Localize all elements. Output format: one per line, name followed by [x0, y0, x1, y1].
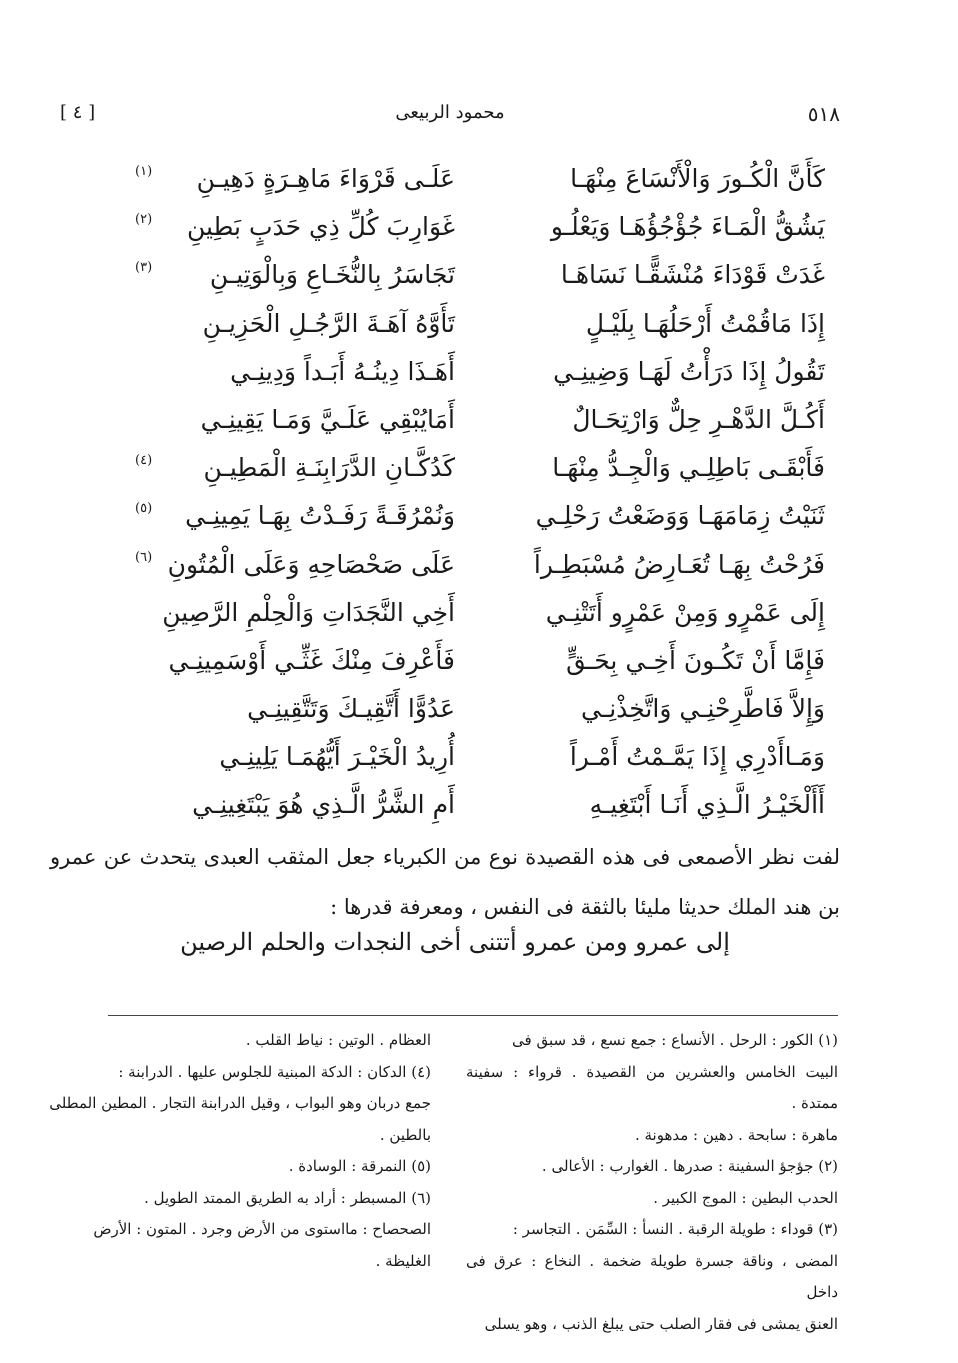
verse-first-hemistich: فَأَبْقَـى بَاطِلِـي وَالْجِـدُّ مِنْهَـا	[552, 453, 825, 483]
footnote-marker: (٦)	[135, 549, 153, 565]
footnote-divider	[108, 1015, 838, 1016]
footnote-line: الغليظة .	[375, 1251, 431, 1270]
footnote-line: (٣) قوداء : طويلة الرقبة . النسأ : السِّمَن . التجاسر :	[512, 1220, 838, 1238]
verse-second-hemistich: أَمَايُبْقِي عَلَـيَّ وَمَـا يَقِينِـي	[200, 404, 455, 434]
footnote-line: الصحصاح : مااستوى من الأرض وجرد . المتون : الأرض	[93, 1220, 431, 1238]
verse-first-hemistich: أَكُـلَّ الدَّهْـرِ حِلٌّ وَارْتِحَـالٌ	[572, 404, 825, 434]
verse-second-hemistich: غَوَارِبَ كُلِّ ذِي حَدَبٍ بَطِينِ	[186, 212, 455, 242]
footnote-line: العنق يمشى فى فقار الصلب حتى يبلغ الذنب ، وهو يسلى	[484, 1314, 838, 1333]
verse-second-hemistich: أَمِ الشَّرُّ الَّـذِي هُوَ يَبْتَغِينِـي	[192, 790, 455, 820]
footnote-line: ماهرة : سابحة . دهين : مدهونة .	[634, 1125, 838, 1144]
verse	[135, 399, 825, 447]
footnote-line: جمع دربان وهو البواب ، وقيل الدرابنة التجار . المطين المطلى	[49, 1094, 431, 1112]
verse	[135, 206, 825, 254]
verse-second-hemistich: عَلَى صَحْصَاحِهِ وَعَلَى الْمُتُونِ	[167, 549, 455, 579]
footnotes-right-column	[466, 1025, 838, 1340]
verse	[135, 495, 825, 543]
verse	[135, 351, 825, 399]
running-title: محمود الربيعى	[395, 102, 505, 123]
verse-second-hemistich: تَجَاسَرُ بِالنُّخَـاعِ وَبِالْوَتِيـنِ	[209, 260, 455, 290]
verse-second-hemistich: أُرِيدُ الْخَيْـرَ أَيُّهُمَـا يَلِينِـي	[219, 742, 455, 772]
verse-first-hemistich: كَأَنَّ الْكُـورَ وَالْأَنْسَاعَ مِنْهَـا	[570, 164, 825, 193]
footnote-marker: (٣)	[135, 260, 153, 276]
verse-first-hemistich: إِلَى عَمْرٍو وَمِنْ عَمْرٍو أَتَتْنِـي	[545, 597, 825, 627]
verse	[135, 447, 825, 495]
poem	[135, 158, 825, 833]
verse-first-hemistich: ثَنَيْتُ زِمَامَهَـا وَوَضَعْتُ رَحْلِـي	[535, 501, 825, 531]
footnote-marker: (٥)	[135, 501, 153, 517]
footnote-marker: (٢)	[135, 212, 153, 228]
footnote-line: (٥) النمرقة : الوسادة .	[288, 1157, 431, 1175]
footnote-line: بالطين .	[379, 1125, 431, 1144]
verse-second-hemistich: أَخِي النَّجَدَاتِ وَالْحِلْمِ الرَّصِينِ	[162, 597, 455, 627]
page-header	[60, 96, 840, 136]
verse-second-hemistich: كَدُكَّـانِ الدَّرَابِنَـةِ الْمَطِيـنِ	[203, 453, 455, 483]
verse	[135, 784, 825, 832]
commentary-paragraph: لفت نظر الأصمعى فى هذه القصيدة نوع من الكبرياء جعل المثقب العبدى يتحدث عن عمرو بن هند الملك حديثا مليئا بالثقة فى النفس ، ومعرفة قدرها :	[50, 845, 840, 919]
section-number: [ ٤ ]	[60, 102, 96, 123]
verse	[135, 303, 825, 351]
quoted-verse: إلى عمرو ومن عمرو أتتنى أخى النجدات والحلم الرصين	[180, 928, 730, 956]
verse-first-hemistich: وَإِلاَّ فَاطَّرِحْنِـي وَاتَّخِذْنِـي	[581, 694, 825, 724]
verse-first-hemistich: فَإِمَّا أَنْ تَكُـونَ أَخِـي بِحَـقٍّ	[566, 645, 825, 675]
footnote-line: (١) الكور : الرحل . الأنساع : جمع نسع ، قد سبق فى	[512, 1031, 838, 1049]
footnotes-left-column	[45, 1025, 431, 1277]
footnote-line: (٤) الدكان : الدكة المبنية للجلوس عليها . الدرابنة :	[118, 1062, 431, 1081]
verse	[135, 592, 825, 640]
footnote-marker: (٤)	[135, 453, 153, 469]
verse-first-hemistich: وَمَـاأَدْرِي إِذَا يَمَّـمْتُ أَمْـراً	[569, 742, 825, 772]
verse-first-hemistich: تَقُولُ إِذَا دَرَأْتُ لَهَـا وَضِينِـي	[553, 356, 825, 386]
verse-second-hemistich: عَدُوًّا أَتَّقِيـكَ وَتَتَّقِينِـي	[247, 694, 455, 724]
verse	[135, 544, 825, 592]
verse-second-hemistich: فَأَعْرِفَ مِنْكَ غَثِّـي أَوْسَمِينِـي	[168, 645, 455, 675]
footnote-line: المضى ، وناقة جسرة طويلة ضخمة . النخاع : عرق فى داخل	[466, 1251, 838, 1301]
footnote-line: (٦) المسبطر : أراد به الطريق الممتد الطويل .	[144, 1188, 431, 1207]
verse-first-hemistich: يَشُقُّ الْمَـاءَ جُؤْجُؤُهَـا وَيَعْلُـو	[550, 212, 825, 242]
verse-second-hemistich: تَأَوَّهُ آهَـةَ الرَّجُـلِ الْحَزِيـنِ	[202, 308, 455, 338]
verse	[135, 736, 825, 784]
verse	[135, 158, 825, 206]
footnote-line: الحدب البطين : الموج الكبير .	[653, 1188, 838, 1207]
verse	[135, 640, 825, 688]
footnote-line: (٢) جؤجؤ السفينة : صدرها . الغوارب : الأعالى .	[541, 1157, 838, 1175]
verse-second-hemistich: عَلَـى قَرْوَاءَ مَاهِـرَةٍ دَهِيـنِ	[196, 164, 455, 193]
verse	[135, 688, 825, 736]
verse-first-hemistich: فَرُحْتُ بِهَـا تُعَـارِضُ مُسْبَطِـراً	[533, 549, 825, 579]
verse-first-hemistich: غَدَتْ قَوْدَاءَ مُنْشَقًّـا نَسَاهَـا	[560, 260, 825, 290]
verse-second-hemistich: وَنُمْرُقَـةً رَفَـدْتُ بِهَـا يَمِينِـي	[185, 501, 455, 531]
verse-first-hemistich: إِذَا مَاقُمْتُ أَرْحَلُهَـا بِلَيْـلٍ	[585, 308, 825, 338]
footnote-marker: (١)	[135, 164, 153, 179]
footnote-line: البيت الخامس والعشرين من القصيدة . قرواء : سفينة ممتدة .	[466, 1062, 838, 1112]
verse	[135, 254, 825, 302]
verse-first-hemistich: أَأَلْخَيْـرُ الَّـذِي أَنَـا أَبْتَغِيـهِ	[589, 790, 825, 820]
footnote-line: العظام . الوتين : نياط القلب .	[245, 1031, 431, 1049]
page-number: ٥١٨	[807, 102, 840, 126]
verse-second-hemistich: أَهَـذَا دِينُـهُ أَبَـداً وَدِينِـي	[230, 356, 455, 386]
